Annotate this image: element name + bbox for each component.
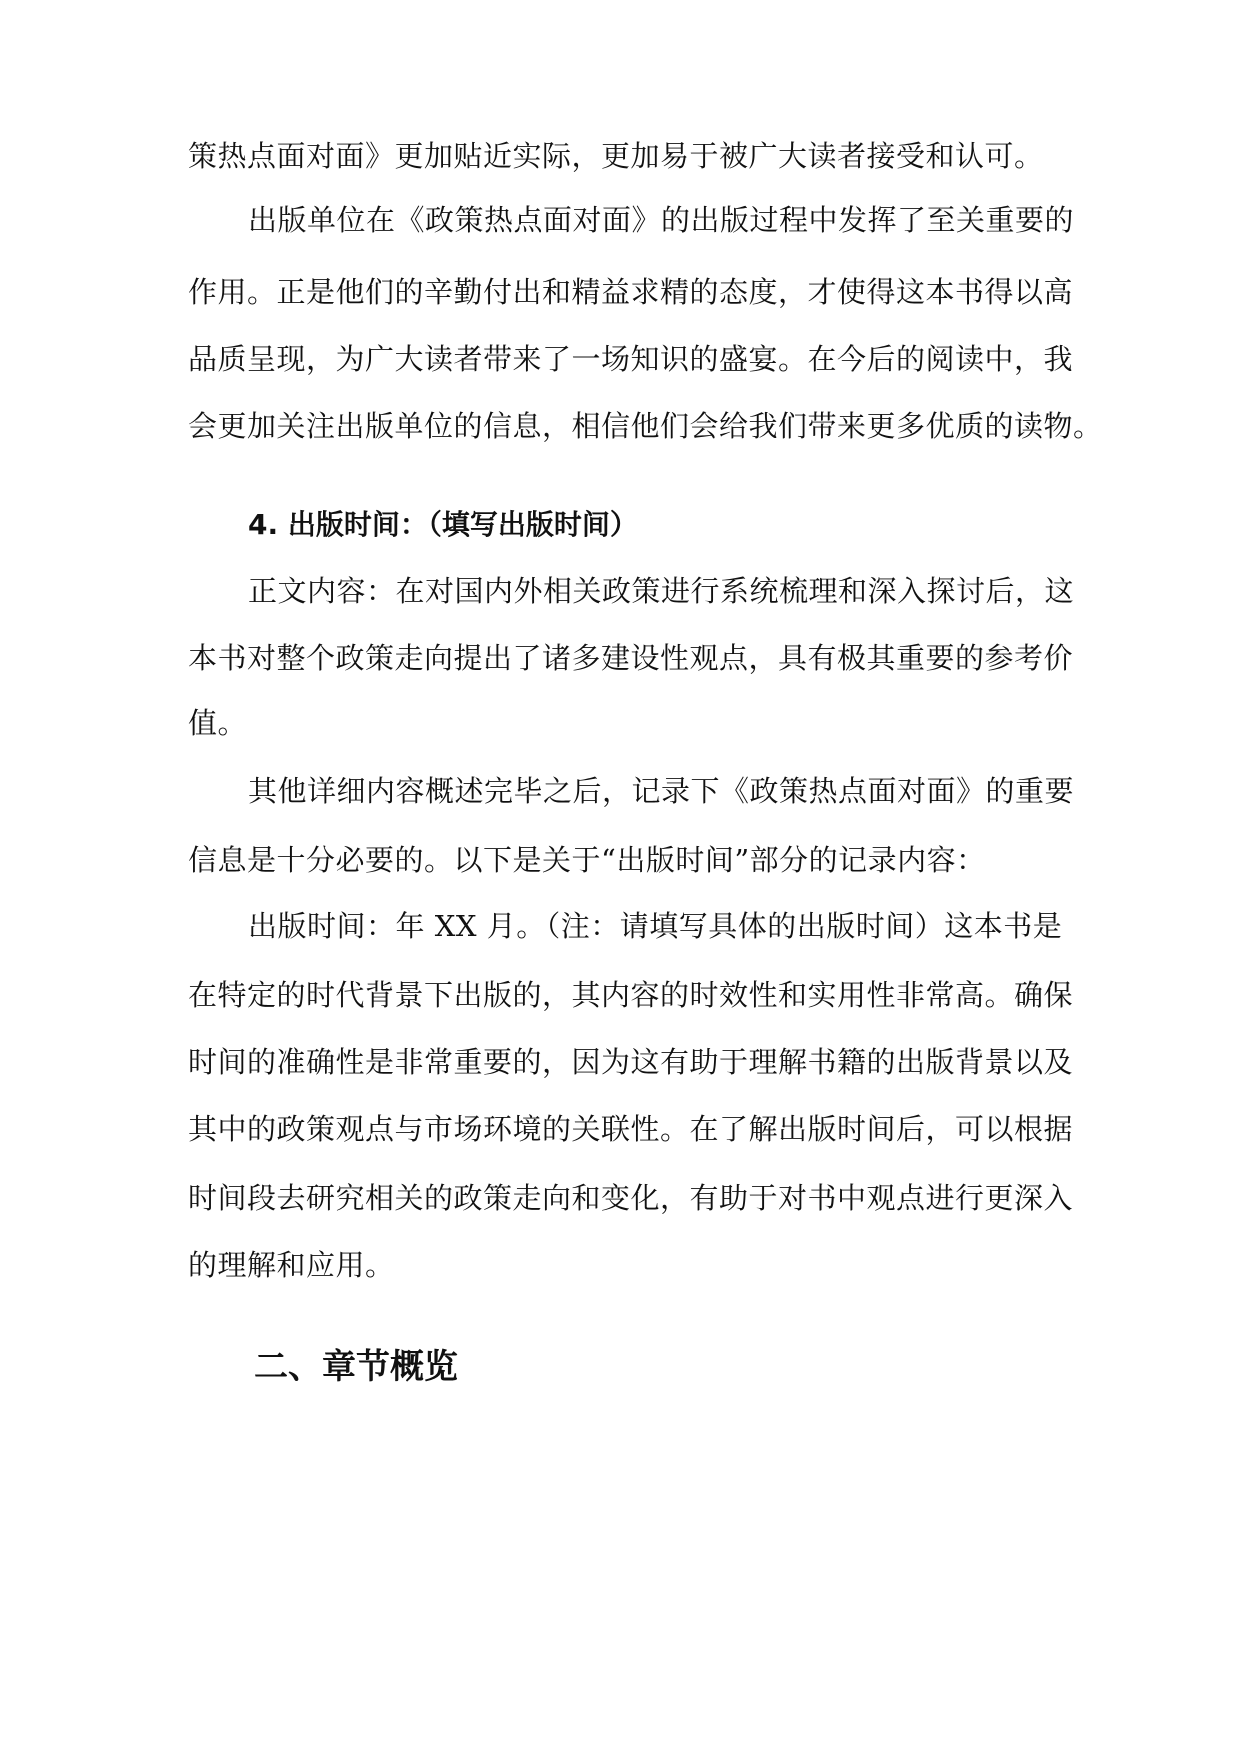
paragraph-5-line-1: 出版时间：年 XX 月。（注：请填写具体的出版时间）这本书是 — [248, 909, 1063, 943]
paragraph-3-line-2: 本书对整个政策走向提出了诸多建设性观点，具有极其重要的参考价 — [188, 641, 1074, 675]
paragraph-1-line-1: 策热点面对面》更加贴近实际，更加易于被广大读者接受和认可。 — [188, 139, 1044, 173]
paragraph-4-line-1: 其他详细内容概述完毕之后，记录下《政策热点面对面》的重要 — [248, 774, 1075, 808]
paragraph-2-line-1: 出版单位在《政策热点面对面》的出版过程中发挥了至关重要的 — [248, 203, 1075, 237]
paragraph-2-line-4: 会更加关注出版单位的信息，相信他们会给我们带来更多优质的读物。 — [188, 409, 1103, 443]
paragraph-5-line-4: 其中的政策观点与市场环境的关联性。在了解出版时间后，可以根据 — [188, 1112, 1074, 1146]
paragraph-2-line-2: 作用。正是他们的辛勤付出和精益求精的态度，才使得这本书得以高 — [188, 275, 1074, 309]
paragraph-3-line-1: 正文内容：在对国内外相关政策进行系统梳理和深入探讨后，这 — [248, 574, 1075, 608]
subsection-heading-publication-time: 4. 出版时间：（填写出版时间） — [248, 508, 638, 541]
paragraph-3-line-3: 值。 — [188, 706, 248, 740]
paragraph-5-line-6: 的理解和应用。 — [188, 1248, 395, 1282]
paragraph-5-line-5: 时间段去研究相关的政策走向和变化，有助于对书中观点进行更深入 — [188, 1181, 1074, 1215]
paragraph-5-line-3: 时间的准确性是非常重要的，因为这有助于理解书籍的出版背景以及 — [188, 1045, 1074, 1079]
paragraph-5-line-2: 在特定的时代背景下出版的，其内容的时效性和实用性非常高。确保 — [188, 978, 1074, 1012]
section-title-chapter-overview: 二、章节概览 — [254, 1347, 458, 1387]
paragraph-4-line-2: 信息是十分必要的。以下是关于“出版时间”部分的记录内容： — [188, 843, 986, 877]
paragraph-2-line-3: 品质呈现，为广大读者带来了一场知识的盛宴。在今后的阅读中，我 — [188, 342, 1074, 376]
